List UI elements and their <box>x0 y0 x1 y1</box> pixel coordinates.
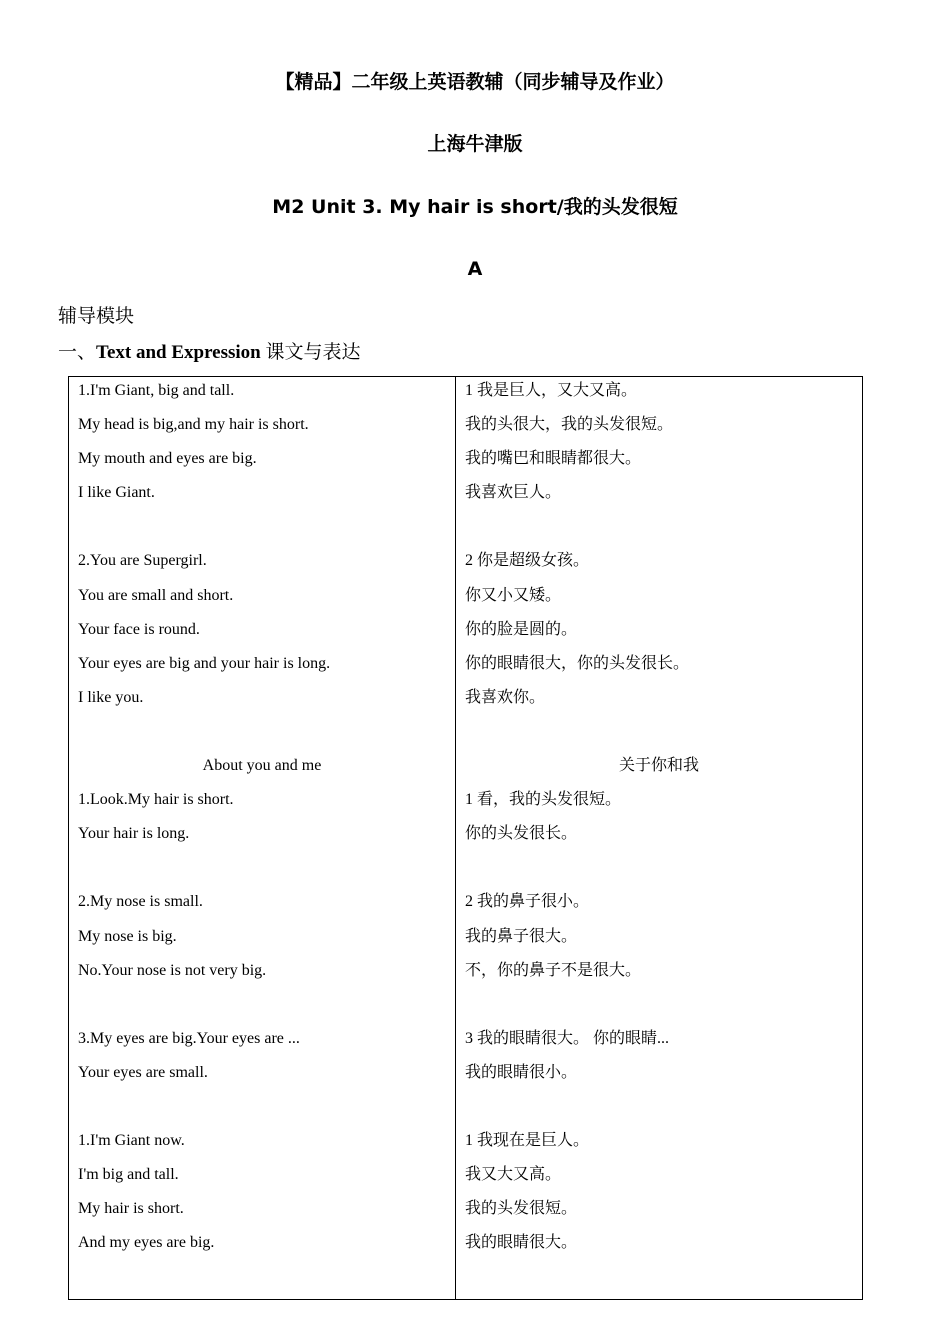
chinese-line: 1 看，我的头发很短。 <box>465 791 622 809</box>
chinese-line: 我的嘴巴和眼睛都很大。 <box>465 450 642 468</box>
chinese-line: 我的鼻子很大。 <box>465 927 578 945</box>
section-prefix: 一、 <box>58 342 97 363</box>
english-line: You are small and short. <box>78 586 234 604</box>
english-line: Your hair is long. <box>78 825 190 843</box>
chinese-line: 我又大又高。 <box>465 1166 562 1184</box>
english-blank-line <box>78 1095 455 1129</box>
chinese-line: 不，你的鼻子不是很大。 <box>465 961 642 979</box>
chinese-blank-line <box>465 856 862 890</box>
chinese-line: 关于你和我 <box>618 757 699 775</box>
document-title: 【精品】二年级上英语教辅（同步辅导及作业） <box>275 71 675 93</box>
english-line: 1.Look.My hair is short. <box>78 791 234 809</box>
chinese-line: 1 我是巨人，又大又高。 <box>465 382 638 399</box>
chinese-column <box>456 377 862 1299</box>
english-line: Your eyes are big and your hair is long. <box>78 654 331 672</box>
english-line: My hair is short. <box>78 1200 184 1218</box>
english-column <box>69 377 456 1299</box>
english-blank-line <box>78 993 455 1027</box>
english-blank-line <box>78 856 455 890</box>
section-title-cn: 课文与表达 <box>260 342 361 363</box>
english-blank-line <box>78 515 455 549</box>
chinese-line: 2 我的鼻子很小。 <box>465 893 590 911</box>
english-line: My head is big,and my hair is short. <box>78 416 309 434</box>
chinese-line: 你的眼睛很大，你的头发很长。 <box>465 654 690 672</box>
chinese-line: 我的头很大，我的头发很短。 <box>465 416 674 434</box>
english-line: 2.My nose is small. <box>78 893 203 911</box>
unit-title: M2 Unit 3. My hair is short/我的头发很短 <box>272 196 678 218</box>
part-label: A <box>467 258 483 280</box>
english-line: About you and me <box>202 757 322 775</box>
chinese-line: 你的脸是圆的。 <box>465 620 578 638</box>
chinese-line: 3 我的眼睛很大。 你的眼睛... <box>465 1029 670 1047</box>
chinese-blank-line <box>465 993 862 1027</box>
chinese-line: 我的眼睛很大。 <box>465 1234 578 1252</box>
chinese-line: 我的眼睛很小。 <box>465 1063 578 1081</box>
english-line: I like you. <box>78 688 144 706</box>
chinese-line: 你又小又矮。 <box>465 586 562 604</box>
english-line: 1.I'm Giant, big and tall. <box>78 382 235 399</box>
edition-label: 上海牛津版 <box>427 133 523 155</box>
chinese-blank-line <box>465 720 862 754</box>
module-label: 辅导模块 <box>58 306 135 327</box>
english-line: 3.My eyes are big.Your eyes are ... <box>78 1029 300 1047</box>
section-title-en: Text and Expression <box>96 342 261 363</box>
english-line: Your face is round. <box>78 620 200 638</box>
chinese-blank-line <box>465 1095 862 1129</box>
english-line: 1.I'm Giant now. <box>78 1132 185 1150</box>
chinese-blank-line <box>465 515 862 549</box>
english-line: 2.You are Supergirl. <box>78 552 207 570</box>
english-line: And my eyes are big. <box>78 1234 215 1252</box>
english-line: I'm big and tall. <box>78 1166 179 1184</box>
chinese-line: 1 我现在是巨人。 <box>465 1132 590 1150</box>
chinese-line: 2 你是超级女孩。 <box>465 552 590 570</box>
chinese-line: 你的头发很长。 <box>465 825 578 843</box>
section-heading <box>58 341 361 365</box>
english-line: No.Your nose is not very big. <box>78 961 267 979</box>
english-line: Your eyes are small. <box>78 1063 208 1081</box>
chinese-line: 我的头发很短。 <box>465 1200 578 1218</box>
english-line: My nose is big. <box>78 927 177 945</box>
english-blank-line <box>78 720 455 754</box>
text-expression-table <box>68 376 863 1300</box>
chinese-line: 我喜欢巨人。 <box>465 484 562 502</box>
english-line: My mouth and eyes are big. <box>78 450 257 468</box>
chinese-line: 我喜欢你。 <box>465 688 546 706</box>
english-line: I like Giant. <box>78 484 155 502</box>
